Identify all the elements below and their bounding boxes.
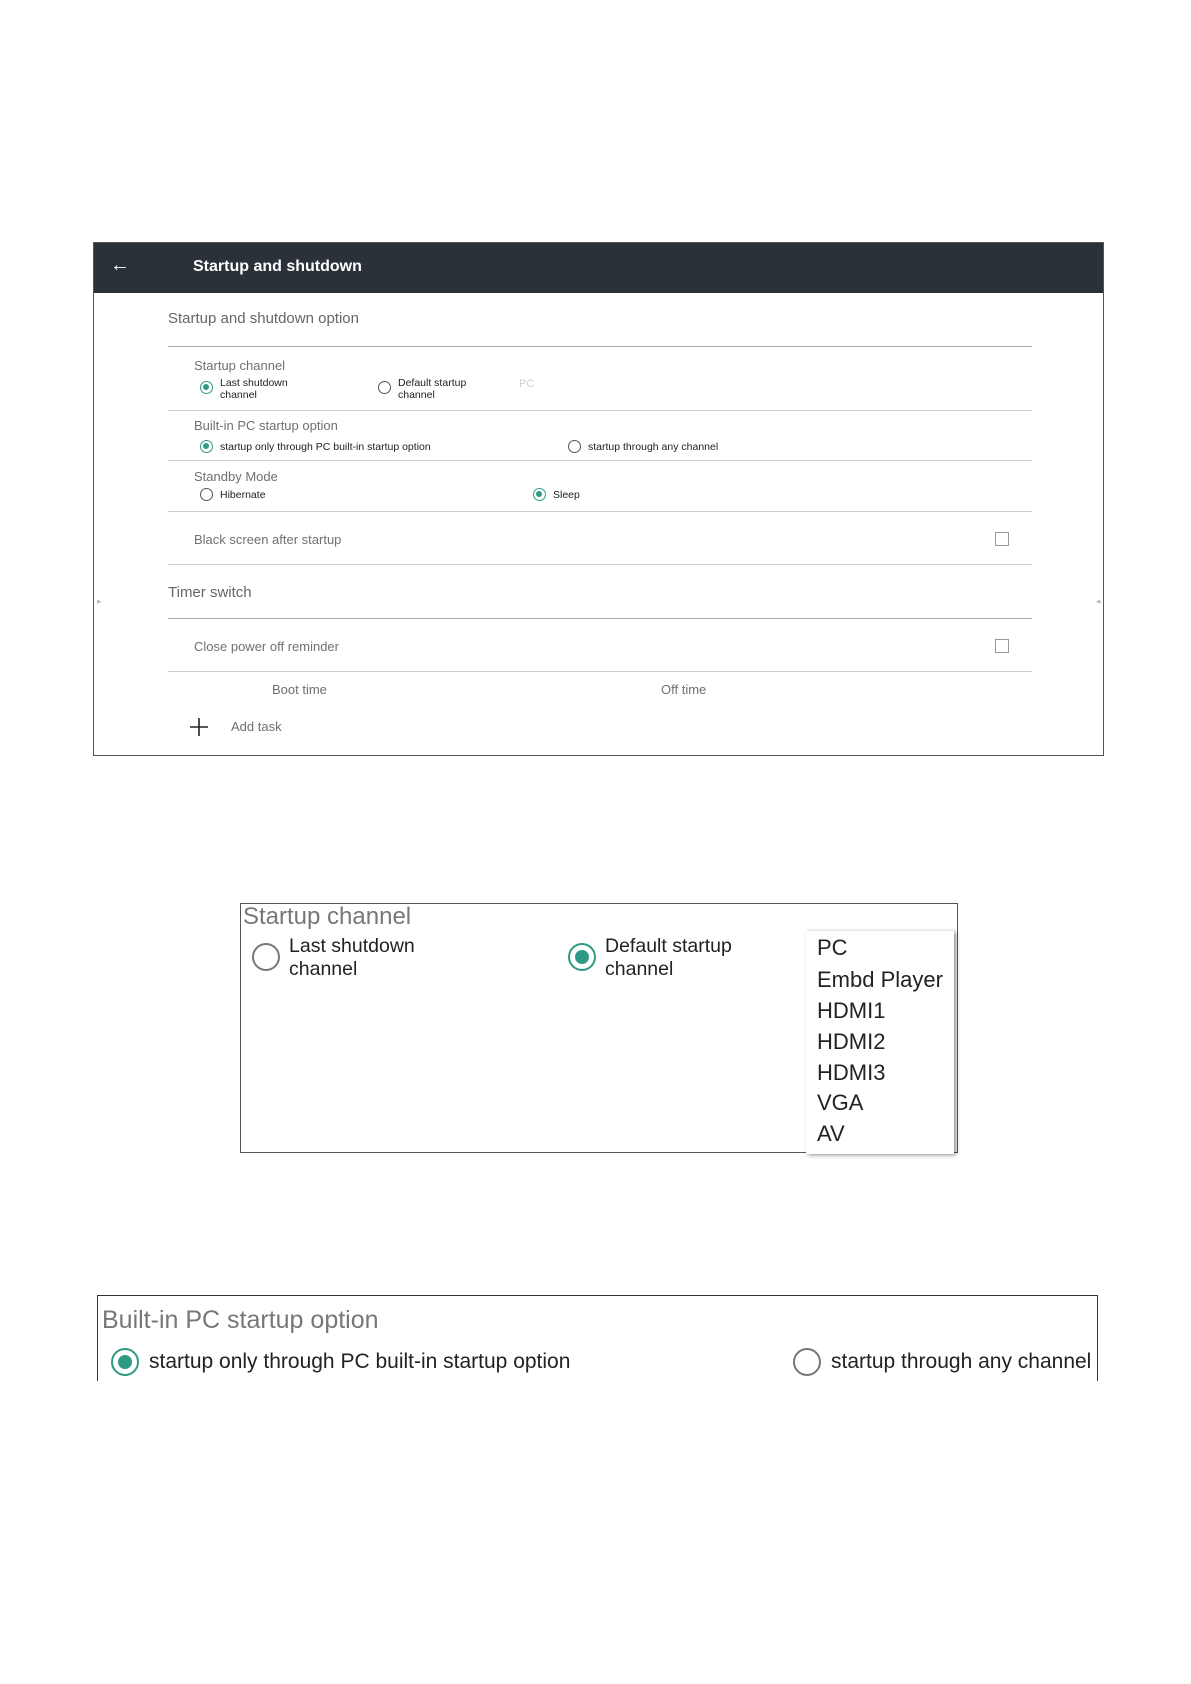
radio-any-channel[interactable] — [793, 1348, 821, 1376]
builtin-pc-title: Built-in PC startup option — [102, 1306, 379, 1334]
radio-default-startup-channel[interactable] — [378, 381, 391, 394]
divider — [168, 618, 1032, 619]
radio-sleep[interactable] — [533, 488, 546, 501]
add-task-label: Add task — [231, 719, 282, 734]
power-off-reminder-label: Close power off reminder — [194, 639, 339, 654]
caret-left-icon: ◂ — [1096, 596, 1101, 606]
radio-last-shutdown-label: Last shutdown channel — [220, 377, 288, 401]
radio-pc-builtin-only[interactable] — [200, 440, 213, 453]
divider — [168, 346, 1032, 347]
standby-mode-label: Standby Mode — [194, 469, 278, 484]
dropdown-option-hdmi2[interactable]: HDMI2 — [817, 1029, 886, 1054]
black-screen-checkbox[interactable] — [995, 532, 1009, 546]
radio-any-channel[interactable] — [568, 440, 581, 453]
builtin-pc-zoom — [97, 1295, 1098, 1381]
add-task-button[interactable] — [189, 714, 349, 740]
radio-sleep-label: Sleep — [553, 489, 580, 501]
section-title-startup: Startup and shutdown option — [168, 310, 359, 327]
column-off-time: Off time — [661, 682, 707, 697]
section-title-timer: Timer switch — [168, 584, 252, 601]
dropdown-option-av[interactable]: AV — [817, 1121, 845, 1146]
radio-hibernate[interactable] — [200, 488, 213, 501]
arrow-left-icon[interactable]: ← — [110, 254, 130, 276]
radio-last-shutdown-channel[interactable] — [200, 381, 213, 394]
column-boot-time: Boot time — [272, 682, 327, 697]
builtin-pc-label: Built-in PC startup option — [194, 418, 338, 433]
dropdown-option-vga[interactable]: VGA — [817, 1090, 864, 1115]
divider — [168, 410, 1032, 411]
default-channel-select[interactable]: PC — [519, 378, 535, 390]
radio-default-startup-label: Default startup channel — [398, 377, 467, 401]
radio-any-channel-label: startup through any channel — [588, 441, 719, 453]
radio-last-shutdown-channel[interactable] — [252, 943, 280, 971]
title-bar — [94, 243, 1103, 293]
radio-pc-builtin-only-label: startup only through PC built-in startup option — [220, 441, 431, 453]
page-title: Startup and shutdown — [193, 258, 362, 275]
power-off-reminder-checkbox[interactable] — [995, 639, 1009, 653]
dropdown-option-hdmi1[interactable]: HDMI1 — [817, 998, 886, 1023]
radio-default-startup-channel[interactable] — [568, 943, 596, 971]
divider — [168, 671, 1032, 672]
black-screen-label: Black screen after startup — [194, 532, 342, 547]
startup-shutdown-screen — [93, 242, 1104, 756]
radio-default-startup-label: Default startup channel — [605, 935, 732, 980]
plus-icon — [189, 717, 209, 737]
radio-any-channel-label: startup through any channel — [831, 1350, 1092, 1373]
dropdown-option-hdmi3[interactable]: HDMI3 — [817, 1060, 886, 1085]
radio-pc-builtin-only-label: startup only through PC built-in startup option — [149, 1350, 571, 1373]
radio-hibernate-label: Hibernate — [220, 489, 266, 501]
startup-channel-label: Startup channel — [194, 358, 286, 373]
channel-dropdown-menu — [806, 931, 954, 1154]
divider — [168, 564, 1032, 565]
startup-channel-title: Startup channel — [243, 903, 412, 930]
dropdown-option-embd-player[interactable]: Embd Player — [817, 967, 943, 992]
divider — [168, 511, 1032, 512]
radio-last-shutdown-label: Last shutdown channel — [289, 935, 415, 980]
caret-right-icon: ▸ — [97, 596, 102, 606]
divider — [168, 460, 1032, 461]
radio-pc-builtin-only[interactable] — [111, 1348, 139, 1376]
dropdown-option-pc[interactable]: PC — [817, 935, 848, 960]
startup-channel-zoom — [240, 903, 958, 1153]
